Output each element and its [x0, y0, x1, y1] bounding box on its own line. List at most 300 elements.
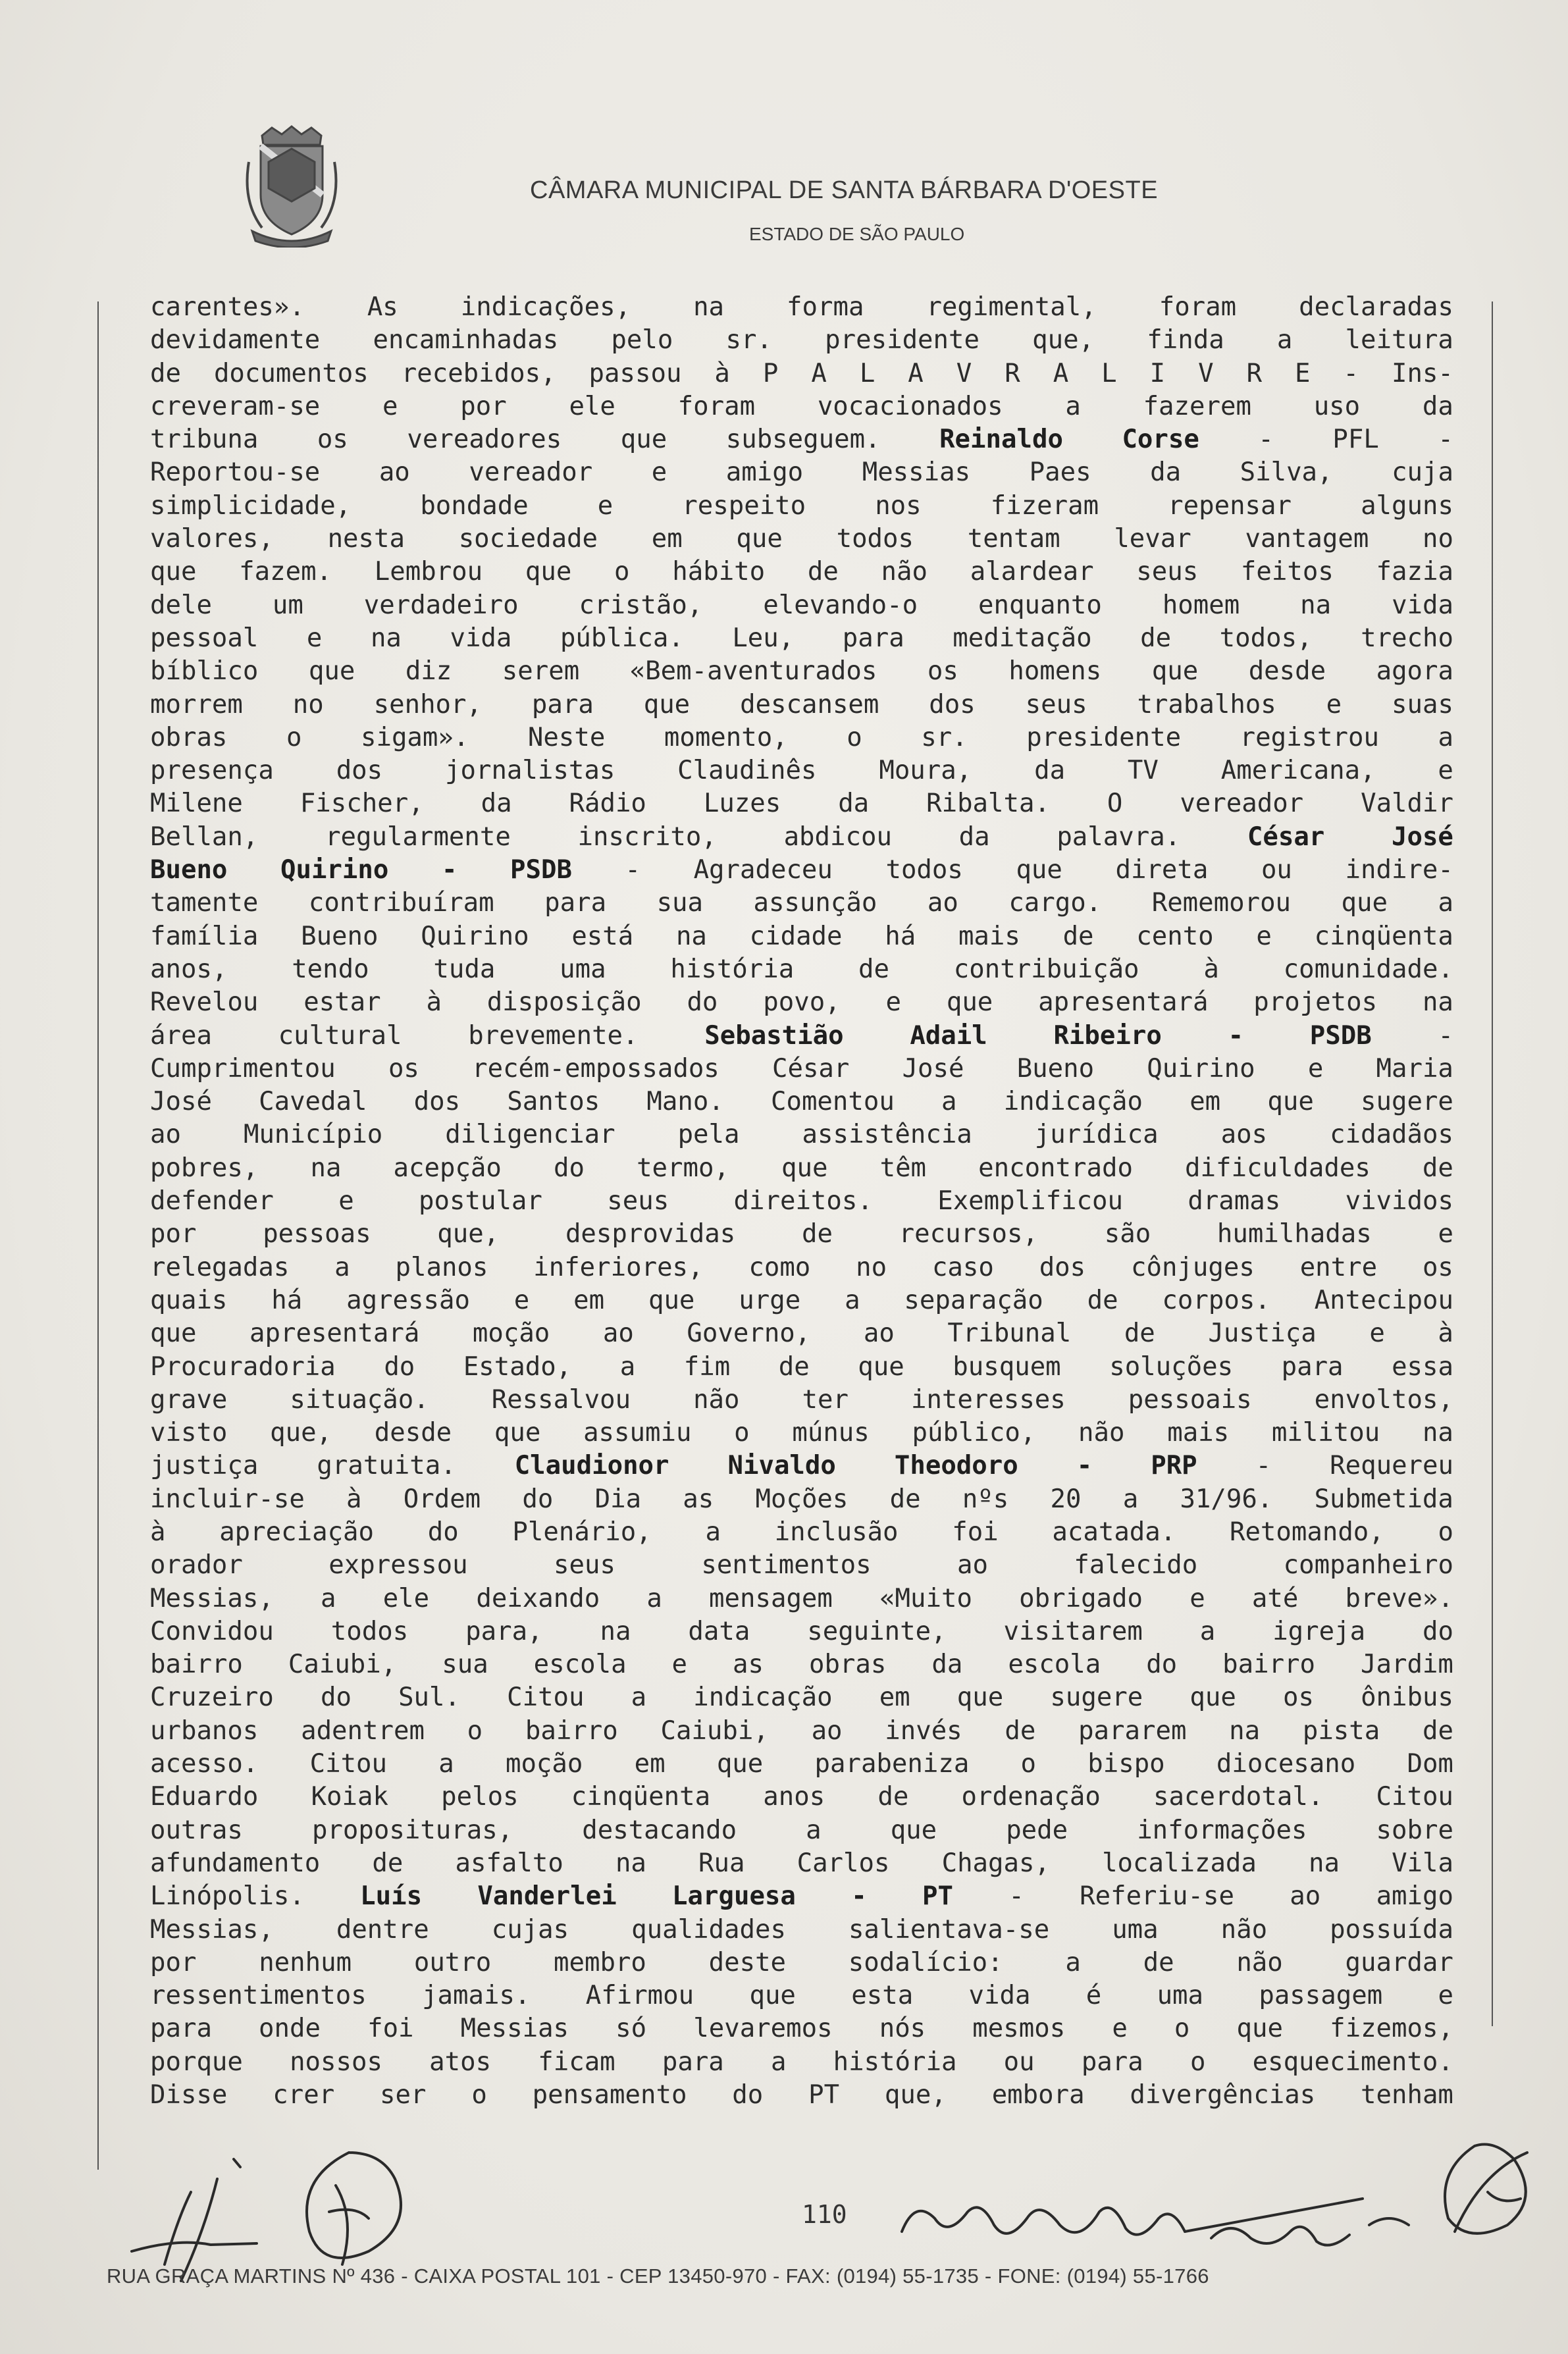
word: por [150, 1219, 197, 1249]
word: sua [442, 1650, 488, 1680]
word: que [1189, 1683, 1236, 1713]
word: V [956, 358, 972, 388]
word: pararem [1078, 1715, 1187, 1746]
word: bíblico [150, 656, 259, 687]
word: que [308, 656, 355, 687]
word: e [338, 1186, 354, 1216]
word: Lembrou [374, 557, 483, 587]
word: e [1326, 689, 1342, 719]
word: militou [1271, 1418, 1380, 1448]
word: sentimentos [701, 1550, 872, 1581]
text-line [150, 456, 1453, 489]
word: finda [1147, 325, 1224, 355]
speaker-name-word: PSDB [1309, 1020, 1372, 1051]
text-line [150, 1483, 1453, 1516]
word: dele [150, 590, 212, 620]
word: Bueno [301, 921, 379, 951]
speaker-name-word: Larguesa [672, 1881, 796, 1912]
word: a [1438, 888, 1453, 918]
text-line [150, 887, 1453, 920]
word: outras [150, 1815, 243, 1845]
word: vantagem [1245, 524, 1369, 554]
word: que [716, 1749, 764, 1779]
speaker-name-word: Bueno [150, 855, 228, 885]
word: orador [150, 1550, 243, 1581]
word: do [687, 987, 718, 1018]
word: seguinte, [807, 1616, 947, 1646]
word: e [513, 1285, 530, 1315]
word: salientava-se [848, 1914, 1050, 1945]
text-line [150, 490, 1453, 523]
text-line [150, 390, 1453, 423]
word: do [1423, 1616, 1453, 1646]
word: Chagas, [941, 1848, 1050, 1878]
text-line [150, 1085, 1453, 1118]
speaker-name-word: - [1076, 1451, 1093, 1481]
word: Messias, [150, 1914, 274, 1945]
word: PT [808, 2080, 840, 2110]
word: Claudinês [677, 756, 817, 786]
word: seus [554, 1550, 615, 1581]
word: povo, [763, 987, 841, 1018]
word: Cumprimentou [150, 1053, 336, 1084]
word: possuída [1330, 1914, 1453, 1945]
word: à [1438, 1319, 1453, 1349]
text-line [150, 1947, 1453, 1979]
word: pública. [560, 623, 684, 653]
word: nos [875, 490, 922, 521]
word: tribuna [150, 425, 259, 455]
word: dos [336, 756, 383, 786]
word: seus [1136, 557, 1199, 587]
speaker-name-word: - [851, 1881, 867, 1912]
word: escola [1008, 1650, 1101, 1680]
word: que [781, 1153, 828, 1183]
word: que, [437, 1219, 500, 1249]
text-line [150, 1847, 1453, 1880]
word: não [881, 557, 928, 587]
word: «Bem-aventurados [629, 656, 877, 687]
word: serem [502, 656, 580, 687]
word: que [150, 557, 197, 587]
word: na [1300, 590, 1332, 620]
text-line [150, 1351, 1453, 1384]
word: na [1229, 1715, 1261, 1746]
word: que [749, 1981, 796, 2011]
word: urbanos [150, 1715, 259, 1746]
text-line [150, 2046, 1453, 2079]
word: disposição [486, 987, 642, 1018]
word: Governo, [687, 1319, 811, 1349]
word: entre [1299, 1252, 1378, 1282]
word: trecho [1361, 623, 1453, 653]
word: ele [382, 1583, 430, 1613]
speaker-name-word: Reinaldo [939, 425, 1063, 455]
word: indicações, [460, 292, 631, 322]
word: pobres, [150, 1153, 259, 1183]
word: sr. [921, 722, 968, 752]
word: o [614, 557, 630, 587]
word: na [600, 1616, 631, 1646]
word: acesso. [150, 1749, 259, 1779]
word: Plenário, [512, 1517, 652, 1547]
word: devidamente [150, 325, 321, 355]
word: momento, [664, 722, 788, 752]
word: os [388, 1053, 419, 1084]
word: corpos. [1162, 1285, 1270, 1315]
word: as [683, 1484, 714, 1514]
word: que [890, 1815, 937, 1845]
word: Retomando, [1229, 1517, 1384, 1547]
text-line [150, 655, 1453, 688]
word: até [1251, 1583, 1299, 1613]
word: os [927, 656, 958, 687]
word: Quirino [421, 921, 529, 951]
word: hábito [672, 557, 766, 587]
word: P [762, 358, 779, 388]
word: é [1085, 1981, 1102, 2011]
word: presidente [825, 325, 980, 355]
speaker-name-word: - [1228, 1020, 1244, 1051]
word: informações [1137, 1815, 1307, 1845]
word: os [317, 425, 348, 455]
word: José [902, 1053, 964, 1084]
word: a [1065, 391, 1081, 421]
word: dos [413, 1087, 461, 1117]
word: A [1053, 358, 1069, 388]
word: recursos, [899, 1219, 1038, 1249]
word: agressão [346, 1285, 470, 1315]
word: pista [1302, 1715, 1380, 1746]
word: a [1122, 1484, 1139, 1514]
word: pensamento [532, 2080, 687, 2110]
word: sigam». [360, 722, 469, 752]
word: levar [1114, 524, 1191, 554]
text-line [150, 1781, 1453, 1814]
word: e [382, 391, 398, 421]
word: elevando-o [763, 590, 918, 620]
word: brevemente. [468, 1020, 639, 1051]
word: regularmente [325, 822, 511, 852]
speaker-name-word: Adail [910, 1020, 987, 1051]
word: fazerem [1143, 391, 1251, 421]
word: Luzes [703, 789, 781, 819]
word: cinqüenta [1314, 921, 1453, 951]
word: a [806, 1815, 822, 1845]
word: fizemos, [1330, 2014, 1453, 2044]
word: levaremos [693, 2014, 833, 2044]
text-line [150, 1152, 1453, 1185]
word: recebidos, [401, 358, 556, 388]
word: passagem [1259, 1981, 1383, 2011]
word: palavra. [1057, 822, 1181, 852]
word: para [842, 623, 904, 653]
text-line [150, 689, 1453, 721]
word: foi [367, 2014, 414, 2044]
word: indire- [1345, 855, 1453, 885]
word: L [1101, 358, 1117, 388]
word: ao [927, 888, 958, 918]
word: vereadores [407, 425, 562, 455]
handwritten-signature-right [1415, 2133, 1547, 2251]
word: dificuldades [1185, 1153, 1371, 1183]
word: ressentimentos [150, 1981, 367, 2011]
word: sugere [1361, 1087, 1453, 1117]
word: de [1062, 921, 1094, 951]
word: cento [1136, 921, 1214, 951]
word: Justiça [1208, 1319, 1317, 1349]
word: que [858, 1351, 904, 1382]
word: Procuradoria [150, 1351, 336, 1382]
word: relegadas [150, 1252, 290, 1282]
word: - [1255, 1451, 1272, 1481]
word: Messias [460, 2014, 569, 2044]
word: embora [991, 2080, 1085, 2110]
word: - [1258, 425, 1274, 455]
text-line [150, 1384, 1453, 1417]
word: e [1112, 2014, 1128, 2044]
word: de [801, 1219, 833, 1249]
word: simplicidade, [150, 490, 352, 521]
word: da [481, 789, 512, 819]
word: Agradeceu [693, 855, 833, 885]
word: jamais. [422, 1981, 531, 2011]
text-line [150, 622, 1453, 655]
word: respeito [682, 490, 806, 521]
word: I [1149, 358, 1166, 388]
word: Eduardo [150, 1782, 259, 1812]
address-footer: RUA GRAÇA MARTINS Nº 436 - CAIXA POSTAL 101 - CEP 13450-970 - FAX: (0194) 55-1735 - FONE: (0194) 55-1766 [107, 2264, 1209, 2288]
word: regimental, [926, 292, 1097, 322]
word: pede [1006, 1815, 1068, 1845]
word: jurídica [1034, 1120, 1159, 1150]
word: caso [931, 1252, 994, 1282]
word: Requereu [1330, 1451, 1453, 1481]
word: múnus [792, 1418, 870, 1448]
speaker-name-word: José [1391, 822, 1453, 852]
word: de [877, 1782, 909, 1812]
word: que [956, 1683, 1004, 1713]
word: divergências [1130, 2080, 1316, 2110]
speaker-name-word: Claudionor [514, 1451, 669, 1481]
word: contribuição [953, 954, 1139, 984]
word: moção [472, 1319, 550, 1349]
word: foram [677, 391, 756, 421]
word: cargo. [1008, 888, 1102, 918]
word: e [1438, 1219, 1453, 1249]
text-line [150, 986, 1453, 1019]
word: família [150, 921, 259, 951]
word: o [1174, 2014, 1190, 2044]
word: moção [505, 1749, 583, 1779]
word: a [438, 1749, 454, 1779]
word: Neste [527, 722, 606, 752]
word: As [367, 292, 398, 322]
word: nós [879, 2014, 926, 2044]
word: assumiu [583, 1418, 692, 1448]
word: vida [450, 623, 512, 653]
handwritten-signature-initials [118, 2139, 487, 2284]
word: bispo [1087, 1749, 1165, 1779]
word: ao [602, 1319, 634, 1349]
word: cidade [749, 921, 843, 951]
word: mais [1167, 1418, 1230, 1448]
word: localizada [1102, 1848, 1257, 1878]
word: sodalício: [848, 1947, 1003, 1977]
text-line [150, 787, 1453, 820]
word: de [1124, 1319, 1155, 1349]
word: nenhum [259, 1947, 352, 1977]
word: que [1341, 888, 1388, 918]
word: que [643, 689, 691, 719]
word: diz [405, 656, 452, 687]
word: são [1104, 1219, 1151, 1249]
word: ao [150, 1120, 181, 1150]
word: não [1078, 1418, 1125, 1448]
text-line [150, 423, 1453, 456]
word: para, [465, 1616, 543, 1646]
word: de [1140, 623, 1172, 653]
word: está [571, 921, 634, 951]
text-line [150, 1681, 1453, 1714]
word: «Muito [879, 1583, 972, 1613]
word: que [1267, 1087, 1314, 1117]
word: Sul. [398, 1683, 460, 1713]
word: vida [968, 1981, 1031, 2011]
word: V [1198, 358, 1214, 388]
text-line [150, 821, 1453, 854]
word: uso [1313, 391, 1361, 421]
word: de [372, 1848, 404, 1878]
word: - [1008, 1881, 1024, 1912]
word: a [941, 1087, 957, 1117]
word: cultural [278, 1020, 402, 1051]
word: - [1438, 1020, 1453, 1051]
word: à [150, 1517, 166, 1547]
word: mensagem [709, 1583, 833, 1613]
word: igreja [1272, 1616, 1366, 1646]
word: a [631, 1683, 647, 1713]
word: na [310, 1153, 342, 1183]
word: - [1438, 425, 1453, 455]
word: Vila [1392, 1848, 1453, 1878]
word: à [426, 987, 442, 1018]
speaker-name-word: Sebastião [704, 1020, 844, 1051]
word: na [1422, 987, 1453, 1018]
word: pessoais [1128, 1384, 1252, 1415]
text-line [150, 2079, 1453, 2112]
speaker-name-word: Corse [1122, 425, 1199, 455]
text-line [150, 1450, 1453, 1482]
word: nºs [962, 1484, 1009, 1514]
word: humilhadas [1216, 1219, 1372, 1249]
word: diligenciar [445, 1120, 615, 1150]
word: outro [413, 1947, 492, 1977]
word: Exemplificou [937, 1186, 1123, 1216]
text-line [150, 1914, 1453, 1947]
word: repensar [1168, 490, 1292, 521]
word: Citou [1376, 1782, 1453, 1812]
text-line [150, 324, 1453, 357]
word: um [272, 590, 303, 620]
text-line [150, 1880, 1453, 1913]
word: esta [851, 1981, 914, 2011]
word: encaminhadas [373, 325, 559, 355]
word: membro [554, 1947, 646, 1977]
word: Antecipou [1314, 1285, 1453, 1315]
word: fizeram [990, 490, 1099, 521]
word: pessoas [263, 1219, 371, 1249]
word: indicação [1003, 1087, 1143, 1117]
word: recém-empossados [472, 1053, 719, 1084]
word: O [1107, 789, 1123, 819]
word: ao [863, 1319, 895, 1349]
text-line [150, 1979, 1453, 2012]
word: Convidou [150, 1616, 274, 1646]
text-line [150, 523, 1453, 556]
word: E [1295, 358, 1311, 388]
word: direta [1115, 855, 1209, 885]
word: fim [683, 1351, 731, 1382]
word: Ribalta. [926, 789, 1050, 819]
word: situação. [290, 1384, 429, 1415]
word: bairro [1222, 1650, 1316, 1680]
word: que, [884, 2080, 947, 2110]
word: deste [708, 1947, 787, 1977]
speaker-name-word: - [441, 855, 457, 885]
word: há [271, 1285, 303, 1315]
word: onde [259, 2014, 321, 2044]
word: registrou [1240, 722, 1379, 752]
text-line [150, 556, 1453, 588]
word: de [807, 557, 839, 587]
word: a [705, 1517, 721, 1547]
word: César [771, 1053, 850, 1084]
word: Linópolis. [150, 1881, 305, 1912]
word: - [1343, 358, 1359, 388]
text-line [150, 1251, 1453, 1284]
word: gratuita. [317, 1451, 456, 1481]
speaker-name-word: Vanderlei [477, 1881, 617, 1912]
word: Afirmou [585, 1981, 694, 2011]
word: ao [811, 1715, 843, 1746]
word: vida [1392, 590, 1453, 620]
municipal-crest-logo [242, 122, 341, 248]
word: mais [958, 921, 1020, 951]
speaker-name-word: Luís [360, 1881, 423, 1912]
word: à [1203, 954, 1219, 984]
word: direitos. [733, 1186, 873, 1216]
word: L [859, 358, 875, 388]
text-line [150, 1748, 1453, 1781]
word: esquecimento. [1252, 2047, 1453, 2077]
word: o [847, 722, 862, 752]
word: documentos [213, 358, 369, 388]
text-line [150, 1020, 1453, 1053]
text-line [150, 1814, 1453, 1847]
word: asfalto [455, 1848, 563, 1878]
text-line [150, 589, 1453, 622]
word: obras [150, 722, 228, 752]
word: o [1438, 1517, 1453, 1547]
word: inferiores, [533, 1252, 704, 1282]
text-line [150, 1185, 1453, 1218]
word: apreciação [219, 1517, 375, 1547]
word: Disse [150, 2080, 228, 2110]
word: declaradas [1299, 292, 1453, 322]
word: cristão, [579, 590, 703, 620]
state-subheading: ESTADO DE SÃO PAULO [749, 224, 965, 244]
